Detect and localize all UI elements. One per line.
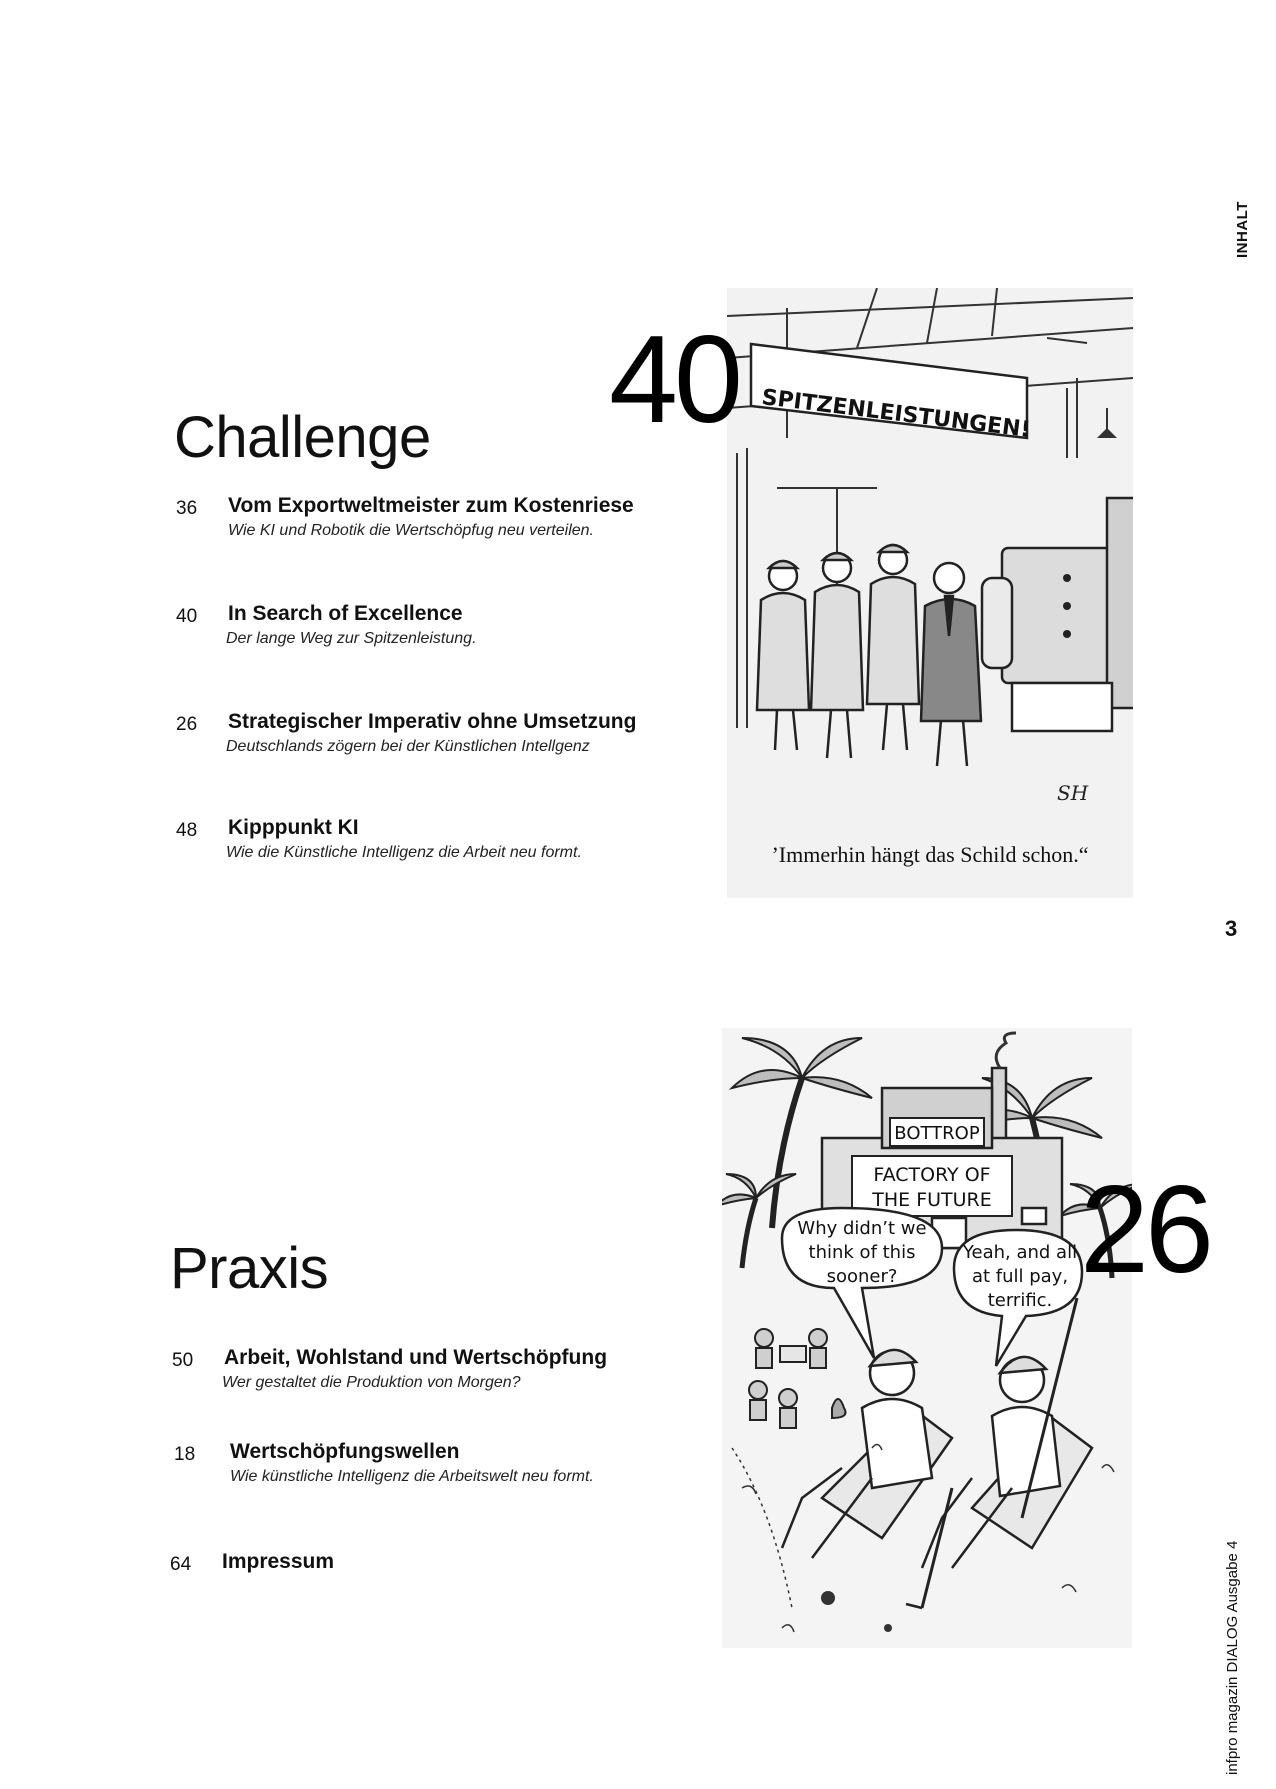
toc-entry[interactable] — [172, 1346, 672, 1394]
toc-page-number: 50 — [172, 1350, 194, 1371]
toc-entry-subtitle: Wie KI und Robotik die Wertschöpfug neu verteilen. — [228, 522, 594, 539]
toc-page-number: 40 — [176, 606, 198, 627]
feature-page-number-40: 40 — [609, 311, 739, 449]
bubble-right-line3: terrific. — [987, 1290, 1053, 1311]
section-side-label: INHALT — [1234, 201, 1251, 258]
cartoon-spitzenleistungen — [727, 288, 1133, 898]
feature-page-number-26: 26 — [1080, 1161, 1210, 1299]
banner — [751, 344, 1032, 443]
toc-entry-title: Wertschöpfungswellen — [230, 1440, 460, 1463]
toc-entry[interactable] — [176, 816, 676, 864]
toc-page-number: 64 — [170, 1554, 192, 1575]
factory-sign-line2: THE FUTURE — [872, 1189, 992, 1211]
cartoon-caption: ’Immerhin hängt das Schild schon.“ — [771, 842, 1089, 867]
speech-bubble-right — [954, 1230, 1082, 1366]
bubble-left-line2: think of this — [808, 1242, 916, 1263]
factory-sign-line1: FACTORY OF — [873, 1164, 991, 1186]
toc-entry-subtitle: Deutschlands zögern bei der Künstlichen Intellgenz — [226, 738, 590, 755]
cartoon-factory-of-the-future — [722, 1028, 1132, 1648]
page-number: 3 — [1225, 916, 1238, 941]
bubble-right-line2: at full pay, — [971, 1266, 1069, 1287]
toc-page-number: 18 — [174, 1444, 196, 1465]
toc-page-number: 26 — [176, 714, 198, 735]
magazine-footer-label: infpro magazin DIALOG Ausgabe 4 — [1224, 1540, 1241, 1775]
cartoon-drawing — [722, 1028, 1132, 1648]
toc-entry-subtitle: Der lange Weg zur Spitzenleistung. — [226, 630, 477, 647]
toc-entry[interactable] — [170, 1550, 470, 1580]
toc-entry-title: In Search of Excellence — [228, 602, 463, 625]
bubble-left-line3: sooner? — [826, 1266, 898, 1287]
toc-entry-subtitle: Wer gestaltet die Produktion von Morgen? — [222, 1374, 521, 1391]
toc-entry-title: Impressum — [222, 1550, 335, 1573]
toc-entry-title: Arbeit, Wohlstand und Wertschöpfung — [224, 1346, 608, 1369]
speech-bubble-left — [782, 1208, 942, 1358]
bubble-left-line1: Why didn’t we — [797, 1218, 927, 1239]
toc-entry[interactable] — [176, 494, 676, 542]
town-sign-text: BOTTROP — [894, 1123, 980, 1144]
factory-sign — [852, 1156, 1012, 1216]
section-title-challenge: Challenge — [174, 405, 431, 470]
toc-entry[interactable] — [176, 602, 676, 650]
banner-text: SPITZENLEISTUNGEN! — [760, 385, 1032, 443]
town-sign — [890, 1118, 984, 1146]
toc-entry-subtitle: Wie künstliche Intelligenz die Arbeitswelt neu formt. — [230, 1468, 594, 1485]
cartoon-drawing — [727, 288, 1133, 898]
toc-entry-subtitle: Wie die Künstliche Intelligenz die Arbeit neu formt. — [226, 844, 582, 861]
toc-entry-title: Vom Exportweltmeister zum Kostenriese — [228, 494, 634, 517]
toc-entry-title: Kipppunkt KI — [228, 816, 359, 839]
cartoonist-signature: SH — [1057, 781, 1089, 805]
toc-entry-title: Strategischer Imperativ ohne Umsetzung — [228, 710, 637, 733]
toc-page-number: 48 — [176, 820, 198, 841]
bubble-right-line1: Yeah, and all — [962, 1242, 1078, 1263]
toc-entry[interactable] — [176, 710, 676, 758]
section-title-praxis: Praxis — [170, 1236, 329, 1301]
toc-page-number: 36 — [176, 498, 198, 519]
toc-entry[interactable] — [174, 1440, 674, 1488]
